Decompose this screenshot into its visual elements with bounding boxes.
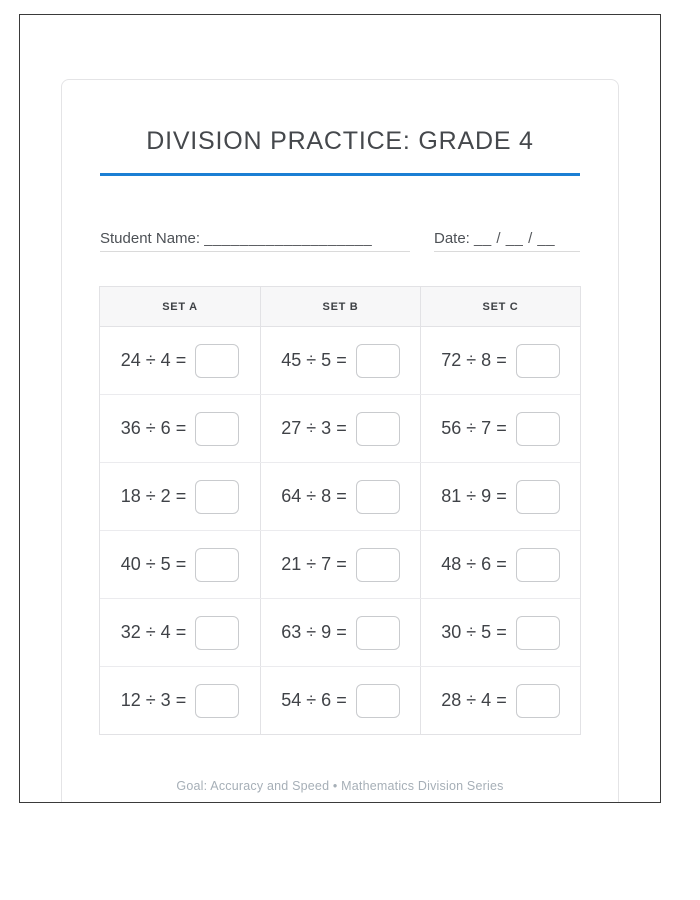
problem-cell	[260, 327, 420, 394]
problem-cell	[420, 667, 580, 734]
table-header-row	[100, 287, 580, 327]
column-header-set-a: SET A	[162, 300, 198, 313]
answer-input[interactable]	[356, 548, 400, 582]
date-blank-line: __ / __ / __	[474, 230, 556, 247]
answer-input[interactable]	[356, 684, 400, 718]
answer-input[interactable]	[356, 616, 400, 650]
date-label: Date:	[434, 230, 470, 247]
problem-text: 64 ÷ 8 =	[281, 486, 347, 506]
column-header-set-c: SET C	[420, 287, 580, 326]
answer-input[interactable]	[195, 344, 239, 378]
answer-input[interactable]	[195, 548, 239, 582]
table-row	[100, 530, 580, 598]
answer-input[interactable]	[516, 616, 560, 650]
problem-text: 36 ÷ 6 =	[120, 418, 187, 438]
problems-table	[99, 286, 581, 735]
table-row	[100, 462, 580, 530]
problem-cell	[420, 395, 580, 462]
answer-input[interactable]	[516, 412, 560, 446]
student-name-field	[100, 230, 410, 252]
problem-text: 12 ÷ 3 =	[120, 690, 187, 710]
answer-input[interactable]	[516, 344, 560, 378]
answer-input[interactable]	[356, 480, 400, 514]
footer-note: Goal: Accuracy and Speed • Mathematics Division Series	[176, 779, 504, 793]
problem-cell	[100, 531, 260, 598]
table-row	[100, 598, 580, 666]
answer-input[interactable]	[516, 548, 560, 582]
problem-cell	[420, 327, 580, 394]
problem-text: 48 ÷ 6 =	[441, 554, 507, 574]
answer-input[interactable]	[356, 344, 400, 378]
problem-text: 63 ÷ 9 =	[281, 622, 347, 642]
table-row	[100, 394, 580, 462]
problem-text: 81 ÷ 9 =	[441, 486, 507, 506]
worksheet-card	[61, 79, 619, 803]
answer-input[interactable]	[516, 684, 560, 718]
problem-text: 24 ÷ 4 =	[120, 350, 187, 370]
worksheet-page	[19, 14, 661, 803]
student-name-label: Student Name:	[100, 230, 201, 247]
answer-input[interactable]	[516, 480, 560, 514]
problem-text: 56 ÷ 7 =	[441, 418, 507, 438]
problem-text: 30 ÷ 5 =	[441, 622, 507, 642]
problem-text: 45 ÷ 5 =	[281, 350, 347, 370]
problem-cell	[260, 463, 420, 530]
problem-cell	[100, 667, 260, 734]
problem-cell	[420, 531, 580, 598]
problem-cell	[260, 531, 420, 598]
problem-cell	[100, 327, 260, 394]
problem-cell	[420, 463, 580, 530]
answer-input[interactable]	[356, 412, 400, 446]
problem-text: 18 ÷ 2 =	[120, 486, 187, 506]
problem-cell	[100, 395, 260, 462]
page-title: DIVISION PRACTICE: GRADE 4	[146, 127, 534, 155]
problem-cell	[100, 463, 260, 530]
problem-cell	[420, 599, 580, 666]
problem-cell	[100, 599, 260, 666]
problem-text: 28 ÷ 4 =	[441, 690, 507, 710]
problem-cell	[260, 395, 420, 462]
problem-cell	[260, 599, 420, 666]
date-field	[434, 230, 580, 252]
problem-text: 40 ÷ 5 =	[120, 554, 187, 574]
answer-input[interactable]	[195, 412, 239, 446]
answer-input[interactable]	[195, 616, 239, 650]
problem-text: 72 ÷ 8 =	[441, 350, 507, 370]
problem-cell	[260, 667, 420, 734]
problem-text: 32 ÷ 4 =	[120, 622, 187, 642]
problem-text: 21 ÷ 7 =	[281, 554, 347, 574]
table-row	[100, 327, 580, 394]
answer-input[interactable]	[195, 480, 239, 514]
meta-row	[100, 230, 580, 252]
student-name-blank-line: ___________________	[204, 230, 373, 247]
column-header-set-b: SET B	[260, 287, 420, 326]
problem-text: 54 ÷ 6 =	[281, 690, 347, 710]
problem-text: 27 ÷ 3 =	[281, 418, 347, 438]
answer-input[interactable]	[195, 684, 239, 718]
table-row	[100, 666, 580, 734]
title-divider	[100, 173, 580, 176]
